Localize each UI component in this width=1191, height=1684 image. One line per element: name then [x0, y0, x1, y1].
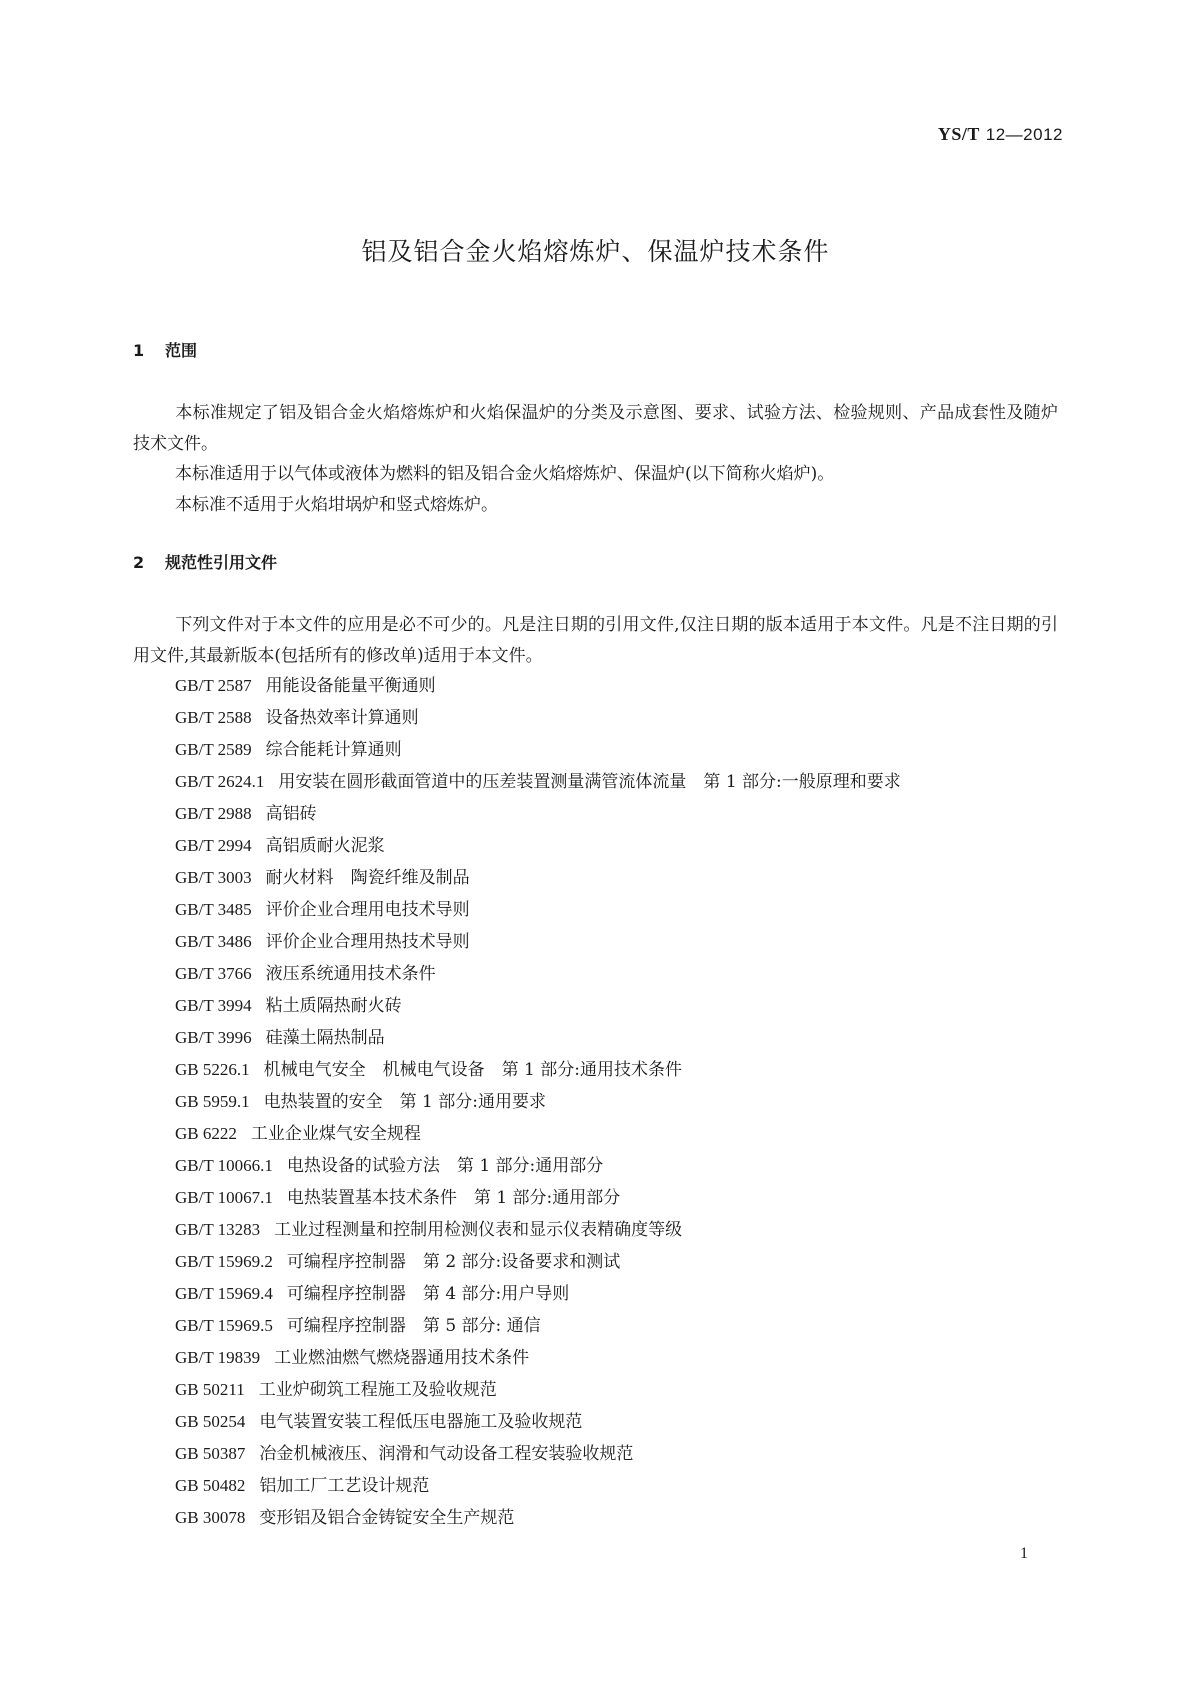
reference-item: GB 50254 电气装置安装工程低压电器施工及验收规范 [175, 1412, 583, 1432]
reference-item: GB/T 3994 粘土质隔热耐火砖 [175, 996, 402, 1016]
reference-item: GB 50387 冶金机械液压、润滑和气动设备工程安装验收规范 [175, 1444, 634, 1464]
section-title: 范围 [165, 341, 198, 360]
reference-item: GB/T 2589 综合能耗计算通则 [175, 740, 402, 760]
reference-item: GB/T 10066.1 电热设备的试验方法 第 1 部分:通用部分 [175, 1156, 604, 1176]
reference-item: GB 30078 变形铝及铝合金铸锭安全生产规范 [175, 1508, 515, 1528]
reference-item: GB/T 10067.1 电热装置基本技术条件 第 1 部分:通用部分 [175, 1188, 621, 1208]
reference-item: GB/T 2588 设备热效率计算通则 [175, 708, 419, 728]
section-1-paragraph-3: 本标准不适用于火焰坩埚炉和竖式熔炼炉。 [175, 495, 498, 515]
section-number: 1 [133, 341, 145, 360]
reference-item: GB/T 15969.2 可编程序控制器 第 2 部分:设备要求和测试 [175, 1252, 621, 1272]
standard-prefix: YS/T [937, 124, 980, 144]
reference-item: GB/T 2988 高铝砖 [175, 804, 317, 824]
reference-item: GB/T 2994 高铝质耐火泥浆 [175, 836, 385, 856]
reference-item: GB/T 3486 评价企业合理用热技术导则 [175, 932, 470, 952]
standard-number: 12—2012 [985, 125, 1063, 144]
reference-item: GB/T 19839 工业燃油燃气燃烧器通用技术条件 [175, 1348, 530, 1368]
reference-item: GB/T 3766 液压系统通用技术条件 [175, 964, 436, 984]
reference-item: GB/T 13283 工业过程测量和控制用检测仪表和显示仪表精确度等级 [175, 1220, 683, 1240]
reference-item: GB/T 3003 耐火材料 陶瓷纤维及制品 [175, 868, 470, 888]
page-number: 1 [1020, 1545, 1028, 1562]
reference-item: GB 6222 工业企业煤气安全规程 [175, 1124, 421, 1144]
section-1-paragraph-1: 本标准规定了铝及铝合金火焰熔炼炉和火焰保温炉的分类及示意图、要求、试验方法、检验规则、产品成套性及随炉技术文件。 [133, 403, 1058, 454]
reference-item: GB/T 3996 硅藻土隔热制品 [175, 1028, 385, 1048]
section-2-heading [133, 550, 277, 573]
reference-item: GB/T 3485 评价企业合理用电技术导则 [175, 900, 470, 920]
reference-item: GB 50211 工业炉砌筑工程施工及验收规范 [175, 1380, 497, 1400]
standard-code [938, 124, 1063, 145]
reference-item: GB 5959.1 电热装置的安全 第 1 部分:通用要求 [175, 1092, 546, 1112]
document-title: 铝及铝合金火焰熔炼炉、保温炉技术条件 [361, 237, 830, 266]
normative-references-list [133, 670, 1058, 1534]
section-2-paragraph-1: 下列文件对于本文件的应用是必不可少的。凡是注日期的引用文件,仅注日期的版本适用于本文件。凡是不注日期的引用文件,其最新版本(包括所有的修改单)适用于本文件。 [133, 615, 1058, 666]
reference-item: GB 50482 铝加工厂工艺设计规范 [175, 1476, 430, 1496]
section-number: 2 [133, 553, 145, 572]
reference-item: GB/T 15969.5 可编程序控制器 第 5 部分: 通信 [175, 1316, 541, 1336]
section-1-heading [133, 338, 197, 361]
section-1-paragraph-2: 本标准适用于以气体或液体为燃料的铝及铝合金火焰熔炼炉、保温炉(以下简称火焰炉)。 [175, 464, 835, 484]
reference-item: GB/T 2624.1 用安装在圆形截面管道中的压差装置测量满管流体流量 第 1 部分:一般原理和要求 [175, 772, 901, 792]
reference-item: GB/T 2587 用能设备能量平衡通则 [175, 676, 436, 696]
reference-item: GB 5226.1 机械电气安全 机械电气设备 第 1 部分:通用技术条件 [175, 1060, 682, 1080]
reference-item: GB/T 15969.4 可编程序控制器 第 4 部分:用户导则 [175, 1284, 570, 1304]
section-title: 规范性引用文件 [165, 553, 278, 572]
